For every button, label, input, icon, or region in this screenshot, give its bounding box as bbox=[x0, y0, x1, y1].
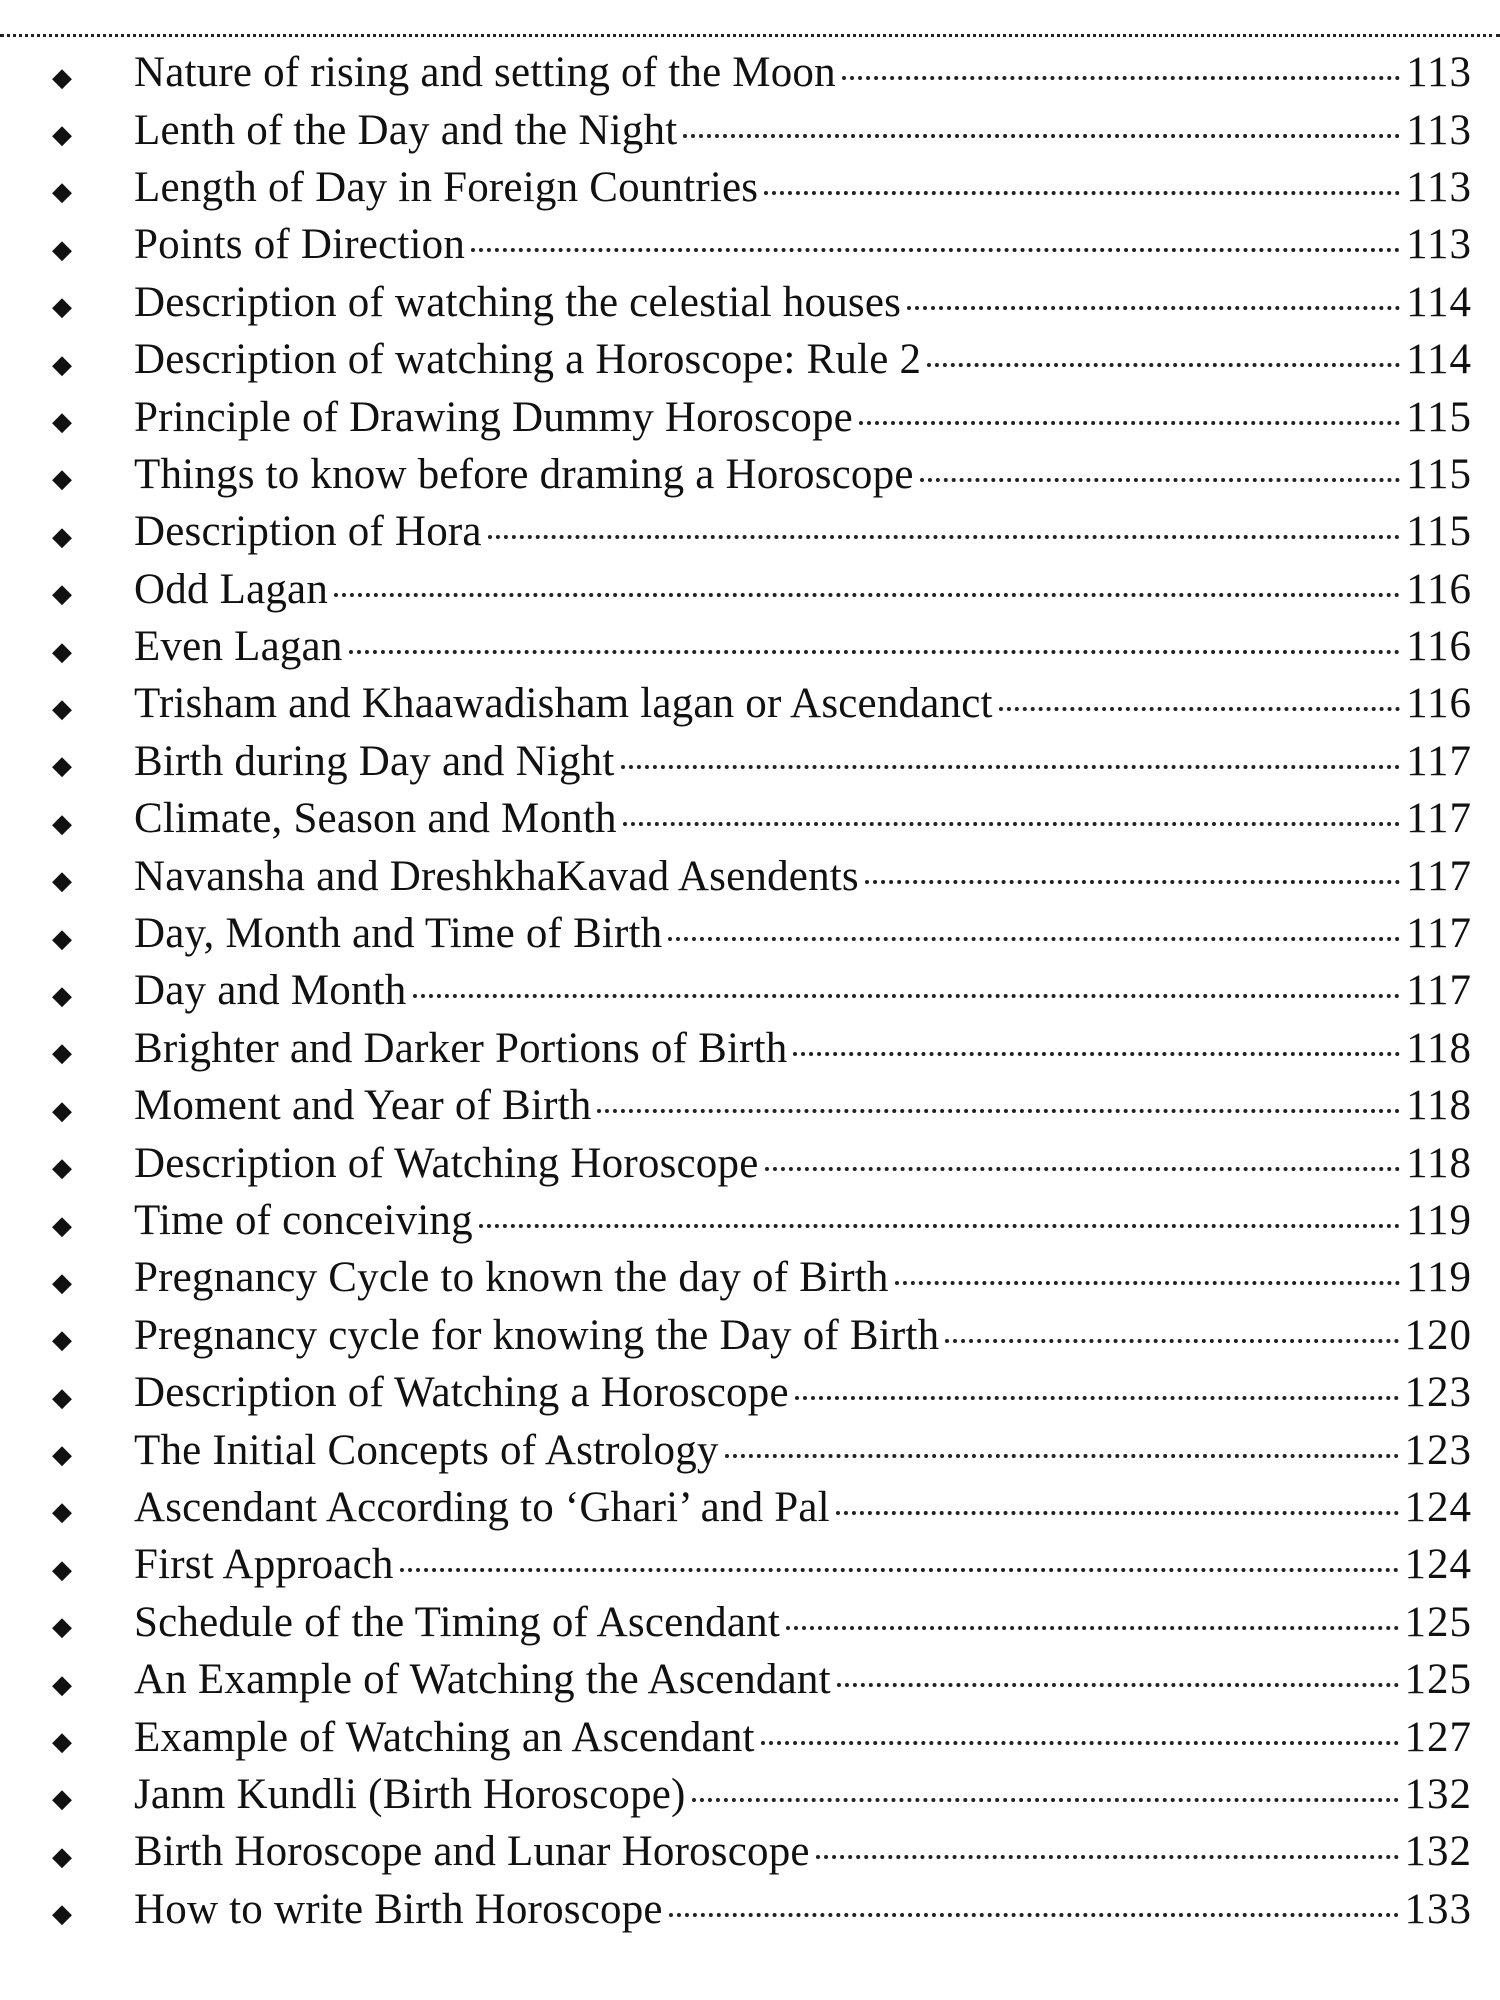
toc-entry bbox=[52, 1077, 1472, 1134]
toc-entry-title: Description of Watching Horoscope bbox=[134, 1139, 759, 1187]
toc-entry-title: Schedule of the Timing of Ascendant bbox=[134, 1598, 780, 1646]
toc-entry-page-number: 114 bbox=[1406, 278, 1472, 326]
diamond-bullet-icon: ◆ bbox=[52, 349, 72, 380]
dot-leader bbox=[837, 1683, 1399, 1687]
toc-entry-page-number: 125 bbox=[1404, 1656, 1472, 1704]
toc-entry bbox=[52, 1479, 1472, 1536]
toc-entry-line bbox=[134, 1196, 1472, 1245]
toc-entry-page-number: 116 bbox=[1406, 623, 1472, 671]
toc-entry bbox=[52, 1651, 1472, 1708]
dot-leader bbox=[334, 593, 1400, 597]
toc-entry-title: Ascendant According to ‘Ghari’ and Pal bbox=[134, 1483, 830, 1531]
toc-entry bbox=[52, 1192, 1472, 1249]
diamond-bullet-icon: ◆ bbox=[52, 1210, 72, 1241]
diamond-bullet-icon: ◆ bbox=[52, 1669, 72, 1700]
toc-entry-page-number: 113 bbox=[1406, 221, 1472, 269]
toc-entry-title: Description of Watching a Horoscope bbox=[134, 1369, 789, 1417]
diamond-bullet-icon: ◆ bbox=[52, 521, 72, 552]
toc-entry-line bbox=[134, 48, 1472, 97]
top-dotted-rule bbox=[0, 34, 1500, 37]
toc-entry-title: Trisham and Khaawadisham lagan or Ascendanct bbox=[134, 680, 993, 728]
toc-entry-line bbox=[134, 622, 1472, 671]
toc-entry bbox=[52, 1881, 1472, 1938]
toc-entry-line bbox=[134, 565, 1472, 614]
diamond-bullet-icon: ◆ bbox=[52, 177, 72, 208]
toc-entry-line bbox=[134, 335, 1472, 384]
toc-entry bbox=[52, 675, 1472, 732]
toc-entry-line bbox=[134, 794, 1472, 843]
toc-entry-line bbox=[134, 737, 1472, 786]
dot-leader bbox=[842, 76, 1400, 80]
toc-entry-title: Description of Hora bbox=[134, 508, 482, 556]
diamond-bullet-icon: ◆ bbox=[52, 62, 72, 93]
toc-entry-title: Odd Lagan bbox=[134, 565, 329, 613]
diamond-bullet-icon: ◆ bbox=[52, 1899, 72, 1930]
toc-entry bbox=[52, 962, 1472, 1019]
toc-entry-line bbox=[134, 1253, 1472, 1302]
dot-leader bbox=[765, 1167, 1401, 1171]
toc-entry-page-number: 117 bbox=[1406, 852, 1472, 900]
dot-leader bbox=[668, 937, 1400, 941]
toc-entry-title: Navansha and DreshkhaKavad Asendents bbox=[134, 852, 859, 900]
toc-entry-title: Points of Direction bbox=[134, 221, 466, 269]
table-of-contents bbox=[52, 44, 1472, 1938]
toc-entry-page-number: 115 bbox=[1406, 393, 1472, 441]
toc-entry bbox=[52, 388, 1472, 445]
toc-entry-page-number: 123 bbox=[1404, 1426, 1472, 1474]
diamond-bullet-icon: ◆ bbox=[52, 234, 72, 265]
diamond-bullet-icon: ◆ bbox=[52, 1497, 72, 1528]
diamond-bullet-icon: ◆ bbox=[52, 1095, 72, 1126]
dot-leader bbox=[479, 1224, 1400, 1228]
toc-entry-line bbox=[134, 393, 1472, 442]
toc-entry bbox=[52, 446, 1472, 503]
toc-entry bbox=[52, 790, 1472, 847]
toc-entry-page-number: 124 bbox=[1404, 1483, 1472, 1531]
toc-entry bbox=[52, 1134, 1472, 1191]
toc-entry-title: Pregnancy cycle for knowing the Day of Birth bbox=[134, 1311, 940, 1359]
diamond-bullet-icon: ◆ bbox=[52, 1784, 72, 1815]
diamond-bullet-icon: ◆ bbox=[52, 636, 72, 667]
diamond-bullet-icon: ◆ bbox=[52, 464, 72, 495]
toc-entry bbox=[52, 274, 1472, 331]
toc-entry-title: The Initial Concepts of Astrology bbox=[134, 1426, 719, 1474]
dot-leader bbox=[669, 1913, 1399, 1917]
toc-entry bbox=[52, 618, 1472, 675]
toc-entry bbox=[52, 1708, 1472, 1765]
dot-leader bbox=[816, 1855, 1399, 1859]
dot-leader bbox=[761, 1741, 1399, 1745]
toc-entry-page-number: 125 bbox=[1404, 1598, 1472, 1646]
toc-entry-title: Time of conceiving bbox=[134, 1197, 473, 1244]
toc-entry bbox=[52, 1594, 1472, 1651]
dot-leader bbox=[349, 650, 1401, 654]
toc-entry-line bbox=[134, 1598, 1472, 1647]
toc-entry-page-number: 117 bbox=[1406, 910, 1472, 958]
toc-entry-line bbox=[134, 1024, 1472, 1073]
diamond-bullet-icon: ◆ bbox=[52, 292, 72, 323]
dot-leader bbox=[793, 1052, 1400, 1056]
toc-entry-title: Things to know before draming a Horoscope bbox=[134, 450, 914, 498]
toc-entry-page-number: 115 bbox=[1406, 450, 1472, 498]
toc-entry bbox=[52, 561, 1472, 618]
diamond-bullet-icon: ◆ bbox=[52, 1382, 72, 1413]
dot-leader bbox=[859, 421, 1400, 425]
toc-entry-page-number: 120 bbox=[1404, 1311, 1472, 1359]
diamond-bullet-icon: ◆ bbox=[52, 923, 72, 954]
diamond-bullet-icon: ◆ bbox=[52, 1727, 72, 1758]
dot-leader bbox=[865, 880, 1400, 884]
toc-entry-page-number: 118 bbox=[1406, 1024, 1472, 1072]
toc-entry bbox=[52, 1249, 1472, 1306]
toc-entry-title: Even Lagan bbox=[134, 623, 343, 671]
dot-leader bbox=[471, 248, 1400, 252]
toc-entry-line bbox=[134, 1770, 1472, 1819]
toc-entry-line bbox=[134, 106, 1472, 155]
toc-entry-page-number: 114 bbox=[1406, 336, 1472, 384]
toc-entry bbox=[52, 331, 1472, 388]
toc-entry-title: Pregnancy Cycle to known the day of Birth bbox=[134, 1254, 889, 1302]
toc-entry-line bbox=[134, 1713, 1472, 1762]
toc-entry bbox=[52, 1421, 1472, 1478]
toc-entry-line bbox=[134, 1885, 1472, 1934]
toc-entry-page-number: 116 bbox=[1406, 565, 1472, 613]
toc-entry-title: Birth Horoscope and Lunar Horoscope bbox=[134, 1828, 810, 1876]
toc-entry-page-number: 123 bbox=[1404, 1369, 1472, 1417]
toc-entry-line bbox=[134, 1368, 1472, 1417]
toc-entry-page-number: 119 bbox=[1406, 1197, 1472, 1244]
toc-entry bbox=[52, 905, 1472, 962]
dot-leader bbox=[786, 1626, 1399, 1630]
dot-leader bbox=[764, 191, 1400, 195]
toc-entry-title: Example of Watching an Ascendant bbox=[134, 1713, 755, 1761]
toc-entry bbox=[52, 216, 1472, 273]
toc-entry-line bbox=[134, 852, 1472, 901]
dot-leader bbox=[999, 707, 1400, 711]
toc-entry bbox=[52, 503, 1472, 560]
toc-entry-page-number: 117 bbox=[1406, 795, 1472, 843]
toc-entry-line bbox=[134, 1483, 1472, 1532]
dot-leader bbox=[907, 306, 1400, 310]
toc-entry-page-number: 115 bbox=[1406, 508, 1472, 556]
toc-entry-page-number: 113 bbox=[1406, 49, 1472, 97]
diamond-bullet-icon: ◆ bbox=[52, 1038, 72, 1069]
dot-leader bbox=[621, 765, 1401, 769]
dot-leader bbox=[623, 822, 1400, 826]
toc-entry-title: An Example of Watching the Ascendant bbox=[134, 1656, 831, 1704]
toc-entry-title: Moment and Year of Birth bbox=[134, 1082, 592, 1130]
toc-entry-line bbox=[134, 1311, 1472, 1360]
toc-entry-title: Birth during Day and Night bbox=[134, 737, 615, 785]
toc-entry-page-number: 133 bbox=[1404, 1885, 1472, 1933]
diamond-bullet-icon: ◆ bbox=[52, 1841, 72, 1872]
toc-entry-page-number: 132 bbox=[1404, 1828, 1472, 1876]
toc-entry-title: Principle of Drawing Dummy Horoscope bbox=[134, 393, 853, 441]
toc-entry-title: First Approach bbox=[134, 1541, 394, 1589]
toc-entry-line bbox=[134, 1426, 1472, 1475]
toc-entry-page-number: 124 bbox=[1404, 1541, 1472, 1589]
toc-entry-line bbox=[134, 1081, 1472, 1130]
toc-entry bbox=[52, 1364, 1472, 1421]
toc-entry bbox=[52, 847, 1472, 904]
toc-entry bbox=[52, 1307, 1472, 1364]
dot-leader bbox=[927, 363, 1400, 367]
toc-entry bbox=[52, 159, 1472, 216]
diamond-bullet-icon: ◆ bbox=[52, 1153, 72, 1184]
toc-entry-page-number: 113 bbox=[1406, 163, 1472, 211]
toc-entry-line bbox=[134, 1139, 1472, 1188]
toc-entry-title: How to write Birth Horoscope bbox=[134, 1885, 663, 1933]
diamond-bullet-icon: ◆ bbox=[52, 980, 72, 1011]
toc-entry-page-number: 117 bbox=[1406, 967, 1472, 1015]
toc-entry-title: Climate, Season and Month bbox=[134, 795, 617, 843]
diamond-bullet-icon: ◆ bbox=[52, 579, 72, 610]
diamond-bullet-icon: ◆ bbox=[52, 808, 72, 839]
dot-leader bbox=[597, 1109, 1400, 1113]
toc-entry-line bbox=[134, 966, 1472, 1015]
toc-entry-page-number: 127 bbox=[1404, 1713, 1472, 1761]
diamond-bullet-icon: ◆ bbox=[52, 1440, 72, 1471]
diamond-bullet-icon: ◆ bbox=[52, 751, 72, 782]
dot-leader bbox=[795, 1396, 1399, 1400]
toc-entry-title: Nature of rising and setting of the Moon bbox=[134, 49, 836, 97]
toc-entry bbox=[52, 1020, 1472, 1077]
toc-entry-page-number: 132 bbox=[1404, 1770, 1472, 1818]
toc-entry-page-number: 118 bbox=[1406, 1082, 1472, 1130]
dot-leader bbox=[692, 1798, 1399, 1802]
toc-entry-title: Description of watching the celestial houses bbox=[134, 278, 902, 326]
toc-entry-title: Length of Day in Foreign Countries bbox=[134, 163, 759, 211]
toc-entry-line bbox=[134, 507, 1472, 556]
toc-entry-page-number: 118 bbox=[1406, 1139, 1472, 1187]
toc-entry bbox=[52, 101, 1472, 158]
toc-entry-title: Day and Month bbox=[134, 967, 407, 1015]
toc-entry bbox=[52, 733, 1472, 790]
toc-entry-line bbox=[134, 220, 1472, 269]
dot-leader bbox=[836, 1511, 1399, 1515]
diamond-bullet-icon: ◆ bbox=[52, 1612, 72, 1643]
toc-entry-line bbox=[134, 163, 1472, 212]
toc-entry-line bbox=[134, 450, 1472, 499]
toc-entry bbox=[52, 1823, 1472, 1880]
toc-entry bbox=[52, 1766, 1472, 1823]
toc-entry-line bbox=[134, 1827, 1472, 1876]
dot-leader bbox=[488, 535, 1400, 539]
diamond-bullet-icon: ◆ bbox=[52, 1554, 72, 1585]
dot-leader bbox=[400, 1568, 1399, 1572]
dot-leader bbox=[945, 1339, 1398, 1343]
toc-entry-line bbox=[134, 1540, 1472, 1589]
toc-entry-title: Brighter and Darker Portions of Birth bbox=[134, 1024, 788, 1072]
toc-entry bbox=[52, 1536, 1472, 1593]
toc-entry-page-number: 119 bbox=[1406, 1254, 1472, 1302]
toc-entry bbox=[52, 44, 1472, 101]
dot-leader bbox=[895, 1281, 1401, 1285]
toc-entry-line bbox=[134, 1655, 1472, 1704]
dot-leader bbox=[920, 478, 1400, 482]
toc-entry-title: Janm Kundli (Birth Horoscope) bbox=[134, 1770, 686, 1818]
toc-entry-page-number: 113 bbox=[1406, 106, 1472, 154]
diamond-bullet-icon: ◆ bbox=[52, 1325, 72, 1356]
diamond-bullet-icon: ◆ bbox=[52, 866, 72, 897]
diamond-bullet-icon: ◆ bbox=[52, 407, 72, 438]
diamond-bullet-icon: ◆ bbox=[52, 120, 72, 151]
toc-entry-line bbox=[134, 679, 1472, 728]
toc-entry-title: Day, Month and Time of Birth bbox=[134, 910, 663, 958]
toc-entry-title: Lenth of the Day and the Night bbox=[134, 106, 678, 154]
dot-leader bbox=[725, 1454, 1399, 1458]
diamond-bullet-icon: ◆ bbox=[52, 693, 72, 724]
toc-entry-page-number: 116 bbox=[1406, 680, 1472, 728]
toc-entry-page-number: 117 bbox=[1406, 737, 1472, 785]
diamond-bullet-icon: ◆ bbox=[52, 1267, 72, 1298]
toc-entry-line bbox=[134, 909, 1472, 958]
dot-leader bbox=[413, 994, 1401, 998]
dot-leader bbox=[683, 134, 1400, 138]
toc-entry-title: Description of watching a Horoscope: Rule 2 bbox=[134, 336, 922, 384]
toc-entry-line bbox=[134, 278, 1472, 327]
